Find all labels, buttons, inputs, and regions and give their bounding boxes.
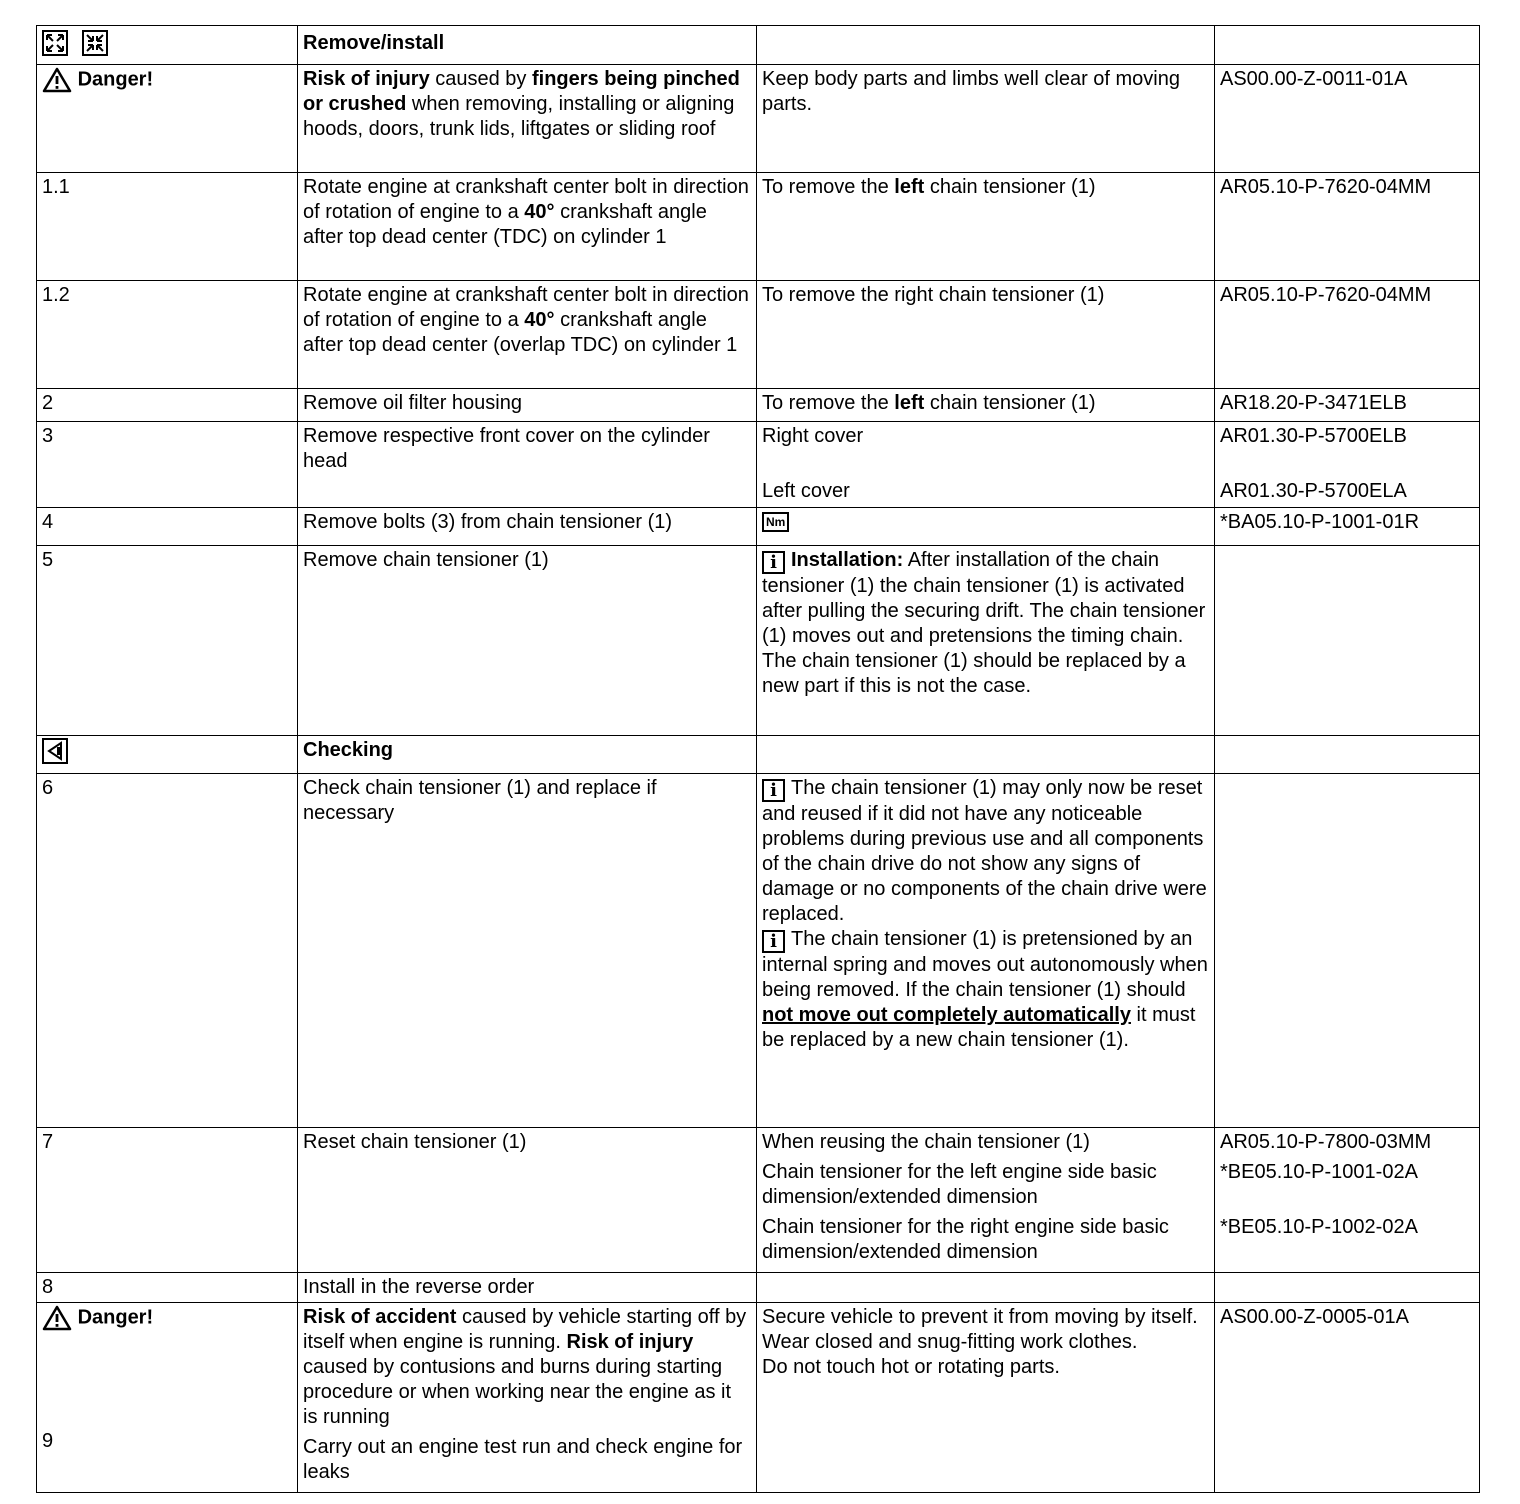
- table-row: [37, 508, 1480, 546]
- info-icon: i: [762, 551, 785, 574]
- action-line: Secure vehicle to prevent it from moving by itself.: [762, 1306, 1198, 1328]
- step-number: 1.2: [37, 281, 298, 389]
- action-line: Left cover: [762, 480, 850, 502]
- note-body: The chain tensioner (1) is pretensioned by an internal spring and moves out autonomously when being removed. If the chain tensioner (1) should: [762, 928, 1208, 1001]
- note-body: it must be replaced by a new chain tensioner (1).: [762, 1004, 1196, 1051]
- action-line: Do not touch hot or rotating parts.: [762, 1356, 1060, 1378]
- torque-icon[interactable]: Nm: [762, 512, 789, 532]
- install-icon: [82, 30, 108, 56]
- reference-link[interactable]: *BE05.10-P-1001-02A: [1220, 1161, 1418, 1183]
- action-text: [757, 422, 1215, 508]
- reference-link[interactable]: AR05.10-P-7620-04MM: [1215, 173, 1480, 281]
- table-row: [37, 546, 1480, 736]
- danger-cell: [37, 1303, 298, 1493]
- action-text-part: To remove the: [762, 176, 895, 198]
- hazard-text: [298, 65, 757, 173]
- step-number: 1.1: [37, 173, 298, 281]
- reference-link[interactable]: AR01.30-P-5700ELA: [1220, 480, 1407, 502]
- table-row: [37, 173, 1480, 281]
- table-row: [37, 422, 1480, 508]
- hazard-bold: Risk of injury: [566, 1331, 694, 1353]
- warning-icon: [42, 67, 72, 93]
- step-text: [298, 173, 757, 281]
- reference-link[interactable]: AR05.10-P-7800-03MM: [1220, 1131, 1432, 1153]
- action-text: [757, 1303, 1215, 1493]
- angle-value: 40°: [524, 309, 555, 331]
- action-text-part: To remove the: [762, 392, 895, 414]
- action-text: [757, 173, 1215, 281]
- step-number: 6: [37, 774, 298, 1128]
- info-icon: i: [762, 779, 785, 802]
- danger-label: Danger!: [77, 1306, 154, 1329]
- reference-cell: [1215, 1128, 1480, 1273]
- table-row: [37, 26, 1480, 65]
- reference-link[interactable]: *BA05.10-P-1001-01R: [1215, 508, 1480, 546]
- action-text: [757, 389, 1215, 422]
- action-line: Wear closed and snug-fitting work clothes.: [762, 1331, 1138, 1353]
- action-line: Right cover: [762, 425, 864, 447]
- action-text: Keep body parts and limbs well clear of moving parts.: [757, 65, 1215, 173]
- reference-link[interactable]: AR18.20-P-3471ELB: [1215, 389, 1480, 422]
- step-number: 3: [37, 422, 298, 508]
- action-bold: left: [894, 392, 925, 414]
- danger-heading: [42, 1305, 292, 1331]
- table-row: [37, 736, 1480, 774]
- angle-value: 40°: [524, 201, 555, 223]
- action-text-part: chain tensioner (1): [924, 176, 1096, 198]
- hazard-text-part: caused by: [429, 68, 532, 90]
- action-text: To remove the right chain tensioner (1): [757, 281, 1215, 389]
- hazard-bold: Risk of injury: [303, 68, 430, 90]
- checking-cell: [37, 736, 298, 774]
- action-line: Chain tensioner for the right engine side basic dimension/extended dimension: [762, 1216, 1169, 1263]
- step-text: [298, 281, 757, 389]
- checking-icon: [42, 738, 68, 764]
- hazard-text-part: caused by contusions and burns during starting procedure or when working near the engine as it is running: [303, 1356, 732, 1428]
- note-text: [757, 546, 1215, 736]
- table-row: [37, 1303, 1480, 1493]
- step-text: Carry out an engine test run and check engine for leaks: [303, 1436, 743, 1483]
- step-number: 9: [42, 1430, 54, 1452]
- action-text: [757, 1128, 1215, 1273]
- hazard-paragraph: [303, 1305, 751, 1430]
- step-text-part: crankshaft angle after top dead center (overlap TDC) on cylinder 1: [303, 309, 738, 356]
- section-title: Checking: [298, 736, 757, 774]
- reference-link[interactable]: AS00.00-Z-0005-01A: [1215, 1303, 1480, 1493]
- step-number: 2: [37, 389, 298, 422]
- reference-link[interactable]: AR05.10-P-7620-04MM: [1215, 281, 1480, 389]
- step-number: 8: [37, 1273, 298, 1303]
- reference-cell: [1215, 422, 1480, 508]
- note-bold: Installation:: [791, 549, 904, 571]
- section-title: Remove/install: [298, 26, 757, 65]
- step-text: Install in the reverse order: [298, 1273, 757, 1303]
- note-paragraph: [762, 927, 1209, 1053]
- reference-link[interactable]: *BE05.10-P-1002-02A: [1220, 1216, 1418, 1238]
- note-paragraph: [762, 776, 1209, 927]
- hazard-bold: fingers being pinched or crushed: [303, 68, 740, 115]
- step-text: Check chain tensioner (1) and replace if necessary: [298, 774, 757, 1128]
- hazard-bold: Risk of accident: [303, 1306, 457, 1328]
- remove-install-icons: [37, 26, 298, 65]
- note-text: [757, 774, 1215, 1128]
- table-row: [37, 774, 1480, 1128]
- step-number: 4: [37, 508, 298, 546]
- step-text: Remove oil filter housing: [298, 389, 757, 422]
- table-row: [37, 65, 1480, 173]
- table-row: [37, 389, 1480, 422]
- table-row: [37, 1128, 1480, 1273]
- step-text-part: Rotate engine at crankshaft center bolt in direction of rotation of engine to a: [303, 284, 749, 331]
- hazard-text-part: caused by vehicle starting off by itself when engine is running.: [303, 1306, 747, 1353]
- step-text: Remove respective front cover on the cylinder head: [298, 422, 757, 508]
- procedure-table: [36, 25, 1480, 1493]
- table-row: [37, 1273, 1480, 1303]
- reference-link[interactable]: AS00.00-Z-0011-01A: [1215, 65, 1480, 173]
- step-number: 5: [37, 546, 298, 736]
- note-body: After installation of the chain tensioner (1) the chain tensioner (1) is activated after pulling the securing drift. The chain tensioner (1) moves out and pretensions the timing chain. The chain tensioner (1) should be replaced by a new part if this is not the case.: [762, 549, 1206, 697]
- warning-icon: [42, 1305, 72, 1331]
- hazard-text: [298, 1303, 757, 1493]
- step-text: Remove chain tensioner (1): [298, 546, 757, 736]
- action-line: Chain tensioner for the left engine side basic dimension/extended dimension: [762, 1161, 1157, 1208]
- note-body: The chain tensioner (1) may only now be reset and reused if it did not have any noticeable problems during previous use and all components of the chain drive do not show any signs of damage or no components of the chain drive were replaced.: [762, 777, 1207, 925]
- danger-label: Danger!: [77, 68, 154, 91]
- action-line: When reusing the chain tensioner (1): [762, 1131, 1090, 1153]
- step-text-part: crankshaft angle after top dead center (TDC) on cylinder 1: [303, 201, 707, 248]
- info-icon: i: [762, 930, 785, 953]
- danger-cell: [37, 65, 298, 173]
- hazard-text-part: when removing, installing or aligning hoods, doors, trunk lids, liftgates or sliding roof: [303, 93, 735, 140]
- step-number: 7: [37, 1128, 298, 1273]
- table-row: [37, 281, 1480, 389]
- remove-icon: [42, 30, 68, 56]
- step-text-part: Rotate engine at crankshaft center bolt in direction of rotation of engine to a: [303, 176, 749, 223]
- step-text: Remove bolts (3) from chain tensioner (1): [298, 508, 757, 546]
- action-text: [757, 508, 1215, 546]
- action-text-part: chain tensioner (1): [924, 392, 1096, 414]
- reference-link[interactable]: AR01.30-P-5700ELB: [1220, 425, 1407, 447]
- action-bold: left: [894, 176, 925, 198]
- step-text: Reset chain tensioner (1): [298, 1128, 757, 1273]
- note-emphasis: not move out completely automatically: [762, 1004, 1131, 1026]
